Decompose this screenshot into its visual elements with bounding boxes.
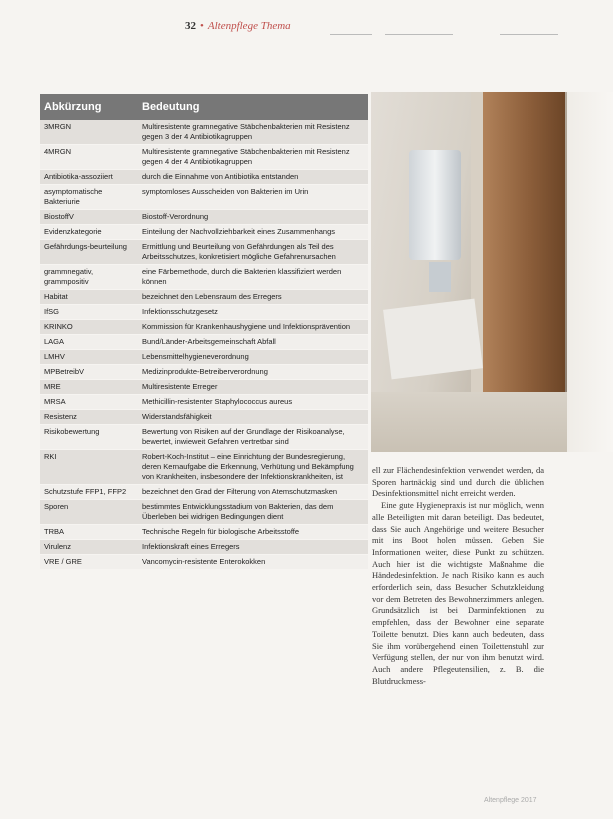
meaning-cell: eine Färbemethode, durch die Bakterien klassifiziert werden können <box>138 265 368 290</box>
table-row <box>40 335 368 350</box>
meaning-cell: Medizinprodukte-Betreiberverordnung <box>138 365 368 380</box>
meaning-cell: Multiresistente gramnegative Stäbchenbakterien mit Resistenz gegen 4 der 4 Antibiotikagruppen <box>138 145 368 170</box>
body-paragraph: ell zur Flächendesinfektion verwendet werden, da Sporen hartnäckig sind und durch die üblichen Desinfektionsmittel nicht erreicht werden. <box>372 465 544 499</box>
abbreviation-cell: 4MRGN <box>40 145 138 170</box>
body-paragraph: Eine gute Hygienepraxis ist nur möglich, wenn alle Beteiligten mit daran beteiligt. Das bedeutet, dass Sie auch Angehörige und weitere Besucher mit ins Boot holen müssen. Geben Sie Informationen weiter, diese Punkt zu schützen. Auch hier ist die wichtigste Maßnahme die Händedesinfektion. Je nach Risiko kann es auch erforderlich sein, dass Besucher Schutzkleidung vor dem Betreten des Bewohnerzimmers anlegen. Grundsätzlich ist bei Darminfektionen zu empfehlen, dass der Bewohner eine separate Toilette benutzt. Dies kann auch bedeuten, dass Sie ihm vorübergehend einen Toilettenstuhl zur Verfügung stellen, der nur von ihm benutzt wird. Auch andere Pflegeutensilien, z. B. die Blutdruckmess- <box>372 500 544 686</box>
abbreviation-cell: MPBetreibV <box>40 365 138 380</box>
abbreviation-cell: Resistenz <box>40 410 138 425</box>
abbreviation-cell: asymptomatische Bakteriurie <box>40 185 138 210</box>
abbreviation-cell: Risikobewertung <box>40 425 138 450</box>
meaning-cell: Infektionsschutzgesetz <box>138 305 368 320</box>
meaning-cell: Bund/Länder-Arbeitsgemeinschaft Abfall <box>138 335 368 350</box>
abbreviation-cell: LAGA <box>40 335 138 350</box>
abbreviation-cell: LMHV <box>40 350 138 365</box>
photo-hand-sanitizer-dispenser <box>371 92 613 452</box>
meaning-cell: durch die Einnahme von Antibiotika entstanden <box>138 170 368 185</box>
table-row <box>40 225 368 240</box>
abbreviation-cell: Evidenzkategorie <box>40 225 138 240</box>
table-row <box>40 525 368 540</box>
abbreviation-cell: Habitat <box>40 290 138 305</box>
column-header-abbreviation: Abkürzung <box>40 94 138 120</box>
abbreviation-cell: Gefährdungs-beurteilung <box>40 240 138 265</box>
meaning-cell: Lebensmittelhygieneverordnung <box>138 350 368 365</box>
meaning-cell: Ermittlung und Beurteilung von Gefährdungen als Teil des Arbeitsschutzes, konkretisiert mögliche Gefahrenursachen <box>138 240 368 265</box>
table-row <box>40 265 368 290</box>
table-row <box>40 555 368 570</box>
meaning-cell: Vancomycin-resistente Enterokokken <box>138 555 368 570</box>
abbreviation-cell: grammnegativ, grammpositiv <box>40 265 138 290</box>
meaning-cell: Biostoff-Verordnung <box>138 210 368 225</box>
abbreviation-cell: BiostoffV <box>40 210 138 225</box>
meaning-cell: Multiresistente gramnegative Stäbchenbakterien mit Resistenz gegen 3 der 4 Antibiotikagruppen <box>138 120 368 145</box>
table-row <box>40 395 368 410</box>
page-number: 32 <box>185 20 196 32</box>
abbreviation-cell: VRE / GRE <box>40 555 138 570</box>
table-row <box>40 185 368 210</box>
meaning-cell: Robert-Koch-Institut – eine Einrichtung der Bundesregierung, deren Kernaufgabe die Erkennung, Verhütung und Bekämpfung von Krankheiten, insbesondere der Infektionskrankheiten, ist <box>138 450 368 485</box>
header-rule <box>330 34 372 35</box>
table-row <box>40 210 368 225</box>
abbreviation-cell: KRINKO <box>40 320 138 335</box>
meaning-cell: Kommission für Krankenhaushygiene und Infektionsprävention <box>138 320 368 335</box>
meaning-cell: symptomloses Ausscheiden von Bakterien im Urin <box>138 185 368 210</box>
table-row <box>40 305 368 320</box>
abbreviation-cell: IfSG <box>40 305 138 320</box>
table-row <box>40 365 368 380</box>
column-header-meaning: Bedeutung <box>138 94 368 120</box>
header-rule <box>385 34 453 35</box>
table-row <box>40 350 368 365</box>
meaning-cell: Bewertung von Risiken auf der Grundlage der Risikoanalyse, bewertet, inwieweit Gefahren vertretbar sind <box>138 425 368 450</box>
table-row <box>40 485 368 500</box>
meaning-cell: Infektionskraft eines Erregers <box>138 540 368 555</box>
table-row <box>40 540 368 555</box>
table-row <box>40 410 368 425</box>
abbreviation-cell: Virulenz <box>40 540 138 555</box>
meaning-cell: bestimmtes Entwicklungsstadium von Bakterien, das dem Überleben bei widrigen Bedingungen dient <box>138 500 368 525</box>
table-row <box>40 145 368 170</box>
abbreviation-cell: Schutzstufe FFP1, FFP2 <box>40 485 138 500</box>
abbreviation-cell: Antibiotika-assoziiert <box>40 170 138 185</box>
table-row <box>40 290 368 305</box>
abbreviation-cell: RKI <box>40 450 138 485</box>
table-row <box>40 120 368 145</box>
table-row <box>40 320 368 335</box>
abbreviation-cell: MRSA <box>40 395 138 410</box>
section-title: Altenpflege Thema <box>207 20 291 32</box>
meaning-cell: bezeichnet den Lebensraum des Erregers <box>138 290 368 305</box>
meaning-cell: Einteilung der Nachvollziehbarkeit eines Zusammenhangs <box>138 225 368 240</box>
page-footer: Altenpflege 2017 <box>484 797 537 804</box>
table-row <box>40 240 368 265</box>
abbreviation-cell: 3MRGN <box>40 120 138 145</box>
meaning-cell: Methicillin-resistenter Staphylococcus aureus <box>138 395 368 410</box>
abbreviation-cell: Sporen <box>40 500 138 525</box>
table-row <box>40 450 368 485</box>
abbreviation-cell: MRE <box>40 380 138 395</box>
meaning-cell: Multiresistente Erreger <box>138 380 368 395</box>
article-body <box>372 465 544 687</box>
meaning-cell: Technische Regeln für biologische Arbeitsstoffe <box>138 525 368 540</box>
header-rule <box>500 34 558 35</box>
meaning-cell: Widerstandsfähigkeit <box>138 410 368 425</box>
abbreviation-table <box>40 94 368 570</box>
table-row <box>40 170 368 185</box>
table-row <box>40 500 368 525</box>
meaning-cell: bezeichnet den Grad der Filterung von Atemschutzmasken <box>138 485 368 500</box>
abbreviation-cell: TRBA <box>40 525 138 540</box>
table-row <box>40 425 368 450</box>
running-header <box>185 20 291 32</box>
header-separator: • <box>200 20 204 32</box>
table-header-row <box>40 94 368 120</box>
table-row <box>40 380 368 395</box>
